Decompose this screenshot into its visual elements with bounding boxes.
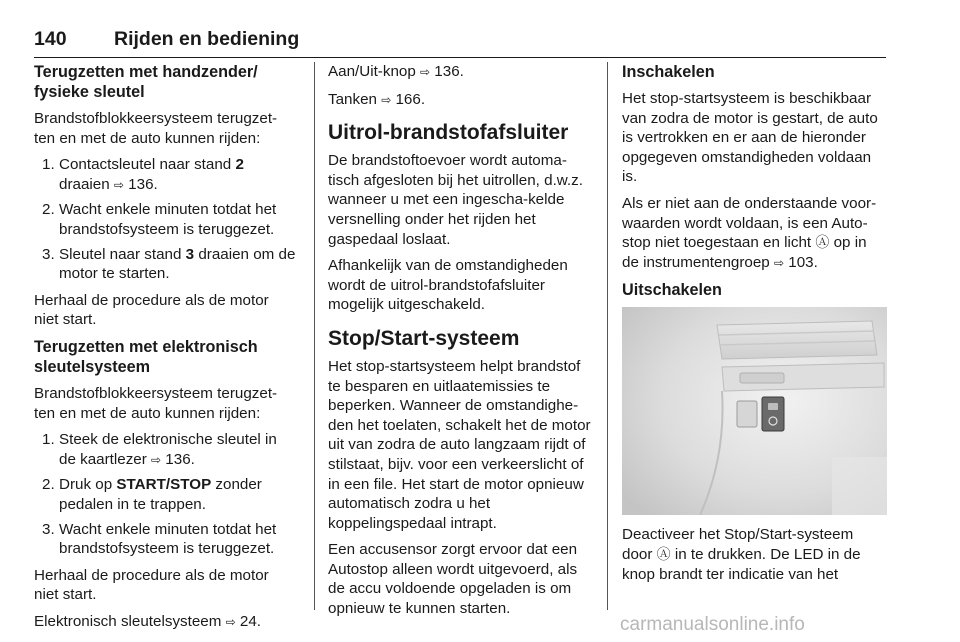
reference-line: Elektronisch sleutelsysteem ⇨ 24. bbox=[34, 612, 262, 630]
subheading-uitschakelen: Uitschakelen bbox=[622, 281, 722, 300]
paragraph: Herhaal de procedure als de motor niet start. bbox=[34, 291, 269, 329]
reference-line: Tanken ⇨ 166. bbox=[328, 90, 426, 108]
reference-line: Aan/Uit-knop ⇨ 136. bbox=[328, 63, 464, 80]
paragraph: Een accusensor zorgt ervoor dat een Autostop alleen wordt uitgevoerd, als de accu voldoende opgeladen is om opnieuw te kunnen starten. bbox=[328, 541, 578, 618]
subheading-inschakelen: Inschakelen bbox=[622, 63, 715, 81]
column-1 bbox=[34, 62, 296, 639]
paragraph: Deactiveer het Stop/Start-systeem door Ⓐ in te drukken. De LED in de knop brandt ter indicatie van het bbox=[622, 526, 861, 583]
stop-start-icon: Ⓐ bbox=[656, 545, 671, 562]
paragraph: De brandstoftoevoer wordt automa-tisch afgesloten bij het uitrollen, d.w.z. wanneer u met een ingescha-kelde versnelling onder het rijden het gaspedaal loslaat. bbox=[328, 152, 583, 248]
list-item: 1. Contactsleutel naar stand 2 draaien ⇨ 136. bbox=[42, 156, 244, 193]
column-divider bbox=[607, 62, 608, 610]
subheading-elektronisch: Terugzetten met elektronisch sleutelsysteem bbox=[34, 337, 258, 376]
section-heading: Uitrol-brandstofafsluiter bbox=[328, 121, 569, 145]
paragraph: Herhaal de procedure als de motor niet start. bbox=[34, 566, 269, 604]
auto-stop-icon: Ⓐ bbox=[815, 234, 830, 251]
section-heading: Stop/Start-systeem bbox=[328, 326, 520, 350]
arrow-icon: ⇨ bbox=[420, 65, 431, 79]
arrow-icon: ⇨ bbox=[773, 255, 785, 270]
watermark: carmanualsonline.info bbox=[620, 614, 805, 635]
chapter-title: Rijden en bediening bbox=[114, 28, 300, 50]
page-ref[interactable]: 136. bbox=[161, 450, 195, 468]
list-item: 2. Druk op START/STOP zonder pedalen in te trappen. bbox=[42, 476, 262, 513]
page-ref[interactable]: 103. bbox=[784, 253, 818, 271]
paragraph: Brandstofblokkeersysteem terugzet-ten en met de auto kunnen rijden: bbox=[34, 384, 278, 422]
arrow-icon: ⇨ bbox=[113, 177, 124, 192]
page-ref[interactable]: 24. bbox=[235, 612, 262, 630]
column-2 bbox=[328, 62, 594, 626]
arrow-icon: ⇨ bbox=[225, 614, 236, 629]
page-ref[interactable]: 136. bbox=[430, 63, 464, 80]
steps-list bbox=[34, 430, 296, 559]
paragraph: Als er niet aan de onderstaande voor-waarden wordt voldaan, is een Auto-stop niet toegestaan en licht Ⓐ op in de instrumentengroep ⇨ 103. bbox=[622, 194, 877, 271]
steps-list bbox=[34, 155, 296, 284]
subheading-handzender: Terugzetten met handzender/ fysieke sleutel bbox=[34, 63, 258, 101]
paragraph: Het stop-startsysteem helpt brandstof te besparen en uitlaatemissies te beperken. Wanneer de omstandighe-den het toelaten, schakelt het de motor uit van zodra de auto langzaam rijdt of stilstaat, bijv. voor een verkeerslicht of in een file. Het start de motor opnieuw automatisch zodra u het koppelingspedaal intrapt. bbox=[328, 357, 591, 532]
page-ref[interactable]: 166. bbox=[391, 90, 426, 108]
page-ref[interactable]: 136. bbox=[123, 175, 158, 193]
arrow-icon: ⇨ bbox=[151, 452, 162, 467]
page-header bbox=[34, 28, 886, 58]
paragraph: Brandstofblokkeersysteem terugzet-ten en met de auto kunnen rijden: bbox=[34, 110, 278, 147]
column-3 bbox=[622, 62, 887, 591]
list-item: 1. Steek de elektronische sleutel in de kaartlezer ⇨ 136. bbox=[42, 431, 277, 468]
list-item: 2. Wacht enkele minuten totdat het brandstofsysteem is teruggezet. bbox=[42, 201, 277, 238]
stop-start-button-photo bbox=[622, 307, 887, 515]
list-item: 3. Sleutel naar stand 3 draaien om de motor te starten. bbox=[42, 245, 296, 283]
column-divider bbox=[314, 62, 315, 610]
list-item: 3. Wacht enkele minuten totdat het brandstofsysteem is teruggezet. bbox=[42, 520, 277, 558]
paragraph: Het stop-startsysteem is beschikbaar van zodra de motor is gestart, de auto is vertrokken en er aan de hieronder opgegeven omstandigheden voldaan is. bbox=[622, 90, 878, 186]
page-number: 140 bbox=[34, 28, 67, 50]
arrow-icon: ⇨ bbox=[381, 92, 392, 107]
paragraph: Afhankelijk van de omstandigheden wordt de uitrol-brandstofafsluiter mogelijk uitgeschakeld. bbox=[328, 257, 568, 314]
